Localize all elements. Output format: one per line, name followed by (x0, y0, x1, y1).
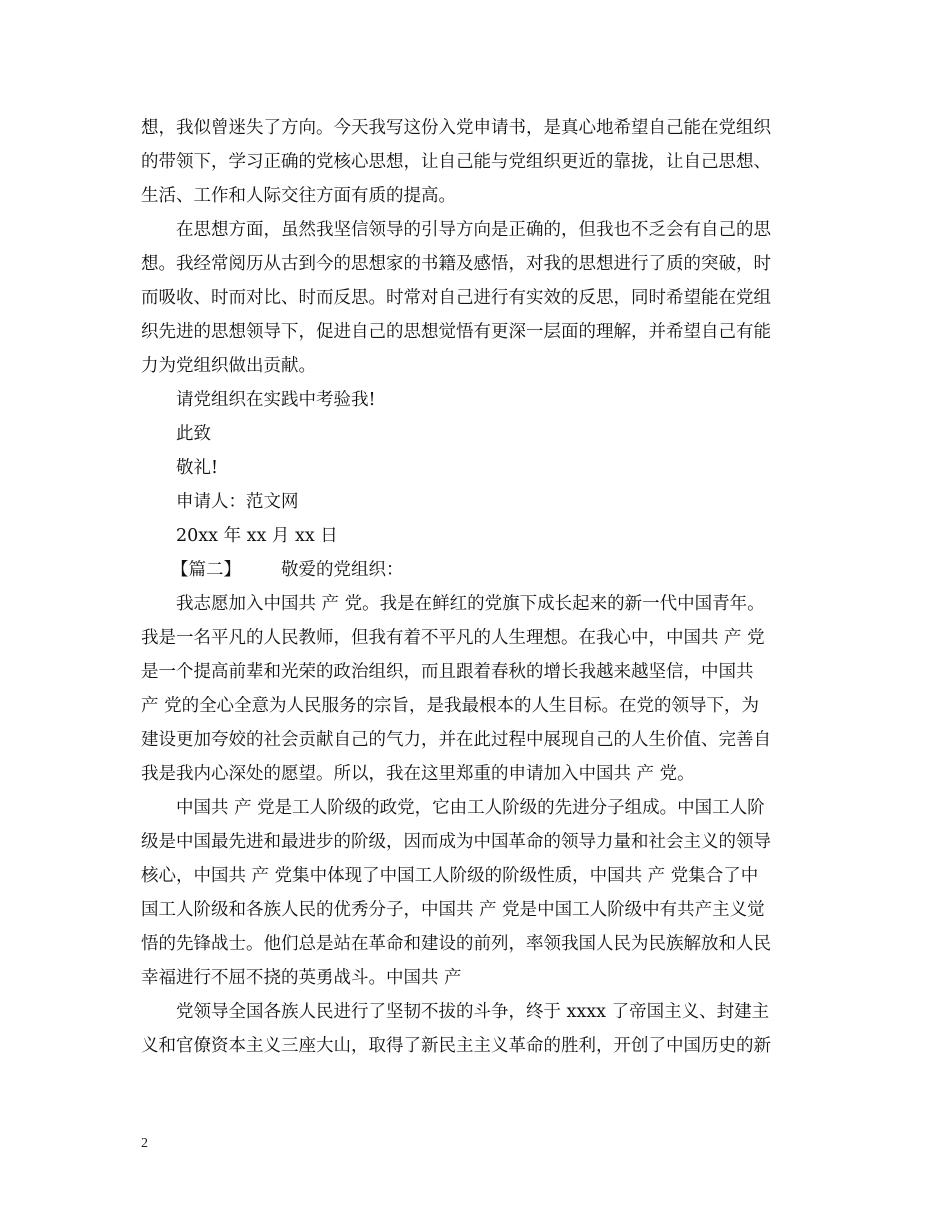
text-line: 我志愿加入中国共 产 党。我是在鲜红的党旗下成长起来的新一代中国青年。 (176, 594, 765, 614)
closing-ci-zhi: 此致 (176, 424, 211, 444)
paragraph-4 (141, 791, 813, 995)
section-label: 【篇二】 (171, 560, 241, 580)
text-line: 中国共 产 党是工人阶级的政党，它由工人阶级的先进分子组成。中国工人阶 (176, 798, 765, 818)
closing-request: 请党组织在实践中考验我! (176, 390, 376, 410)
text-line: 生活、工作和人际交往方面有质的提高。 (141, 186, 456, 206)
text-line: 是一个提高前辈和光荣的政治组织，而且跟着春秋的增长我越来越坚信，中国共 (141, 662, 754, 682)
text-line: 建设更加夸姣的社会贡献自己的气力，并在此过程中展现自己的人生价值、完善自 (141, 730, 771, 750)
text-line: 国工人阶级和各族人民的优秀分子，中国共 产 党是中国工人阶级中有共产主义觉 (141, 900, 765, 920)
text-line: 想。我经常阅历从古到今的思想家的书籍及感悟，对我的思想进行了质的突破，时 (141, 254, 771, 274)
text-line: 想，我似曾迷失了方向。今天我写这份入党申请书，是真心地希望自己能在党组织 (141, 118, 771, 138)
date-line: 20xx 年 xx 月 xx 日 (176, 526, 338, 546)
text-line: 悟的先锋战士。他们总是站在革命和建设的前列，率领我国人民为民族解放和人民 (141, 934, 771, 954)
text-line: 而吸收、时而对比、时而反思。时常对自己进行有实效的反思，同时希望能在党组 (141, 288, 771, 308)
text-line: 幸福进行不屈不挠的英勇战斗。中国共 产 (141, 968, 462, 988)
text-line: 力为党组织做出贡献。 (141, 356, 316, 376)
paragraph-2 (141, 213, 813, 383)
text-line: 党领导全国各族人民进行了坚韧不拔的斗争，终于 xxxx 了帝国主义、封建主 (176, 1002, 770, 1022)
text-line: 我是一名平凡的人民教师，但我有着不平凡的人生理想。在我心中，中国共 产 党 (141, 628, 765, 648)
applicant-line: 申请人：范文网 (176, 492, 299, 512)
page-number: 2 (141, 1136, 148, 1151)
paragraph-1 (141, 111, 813, 213)
text-line: 产 党的全心全意为人民服务的宗旨，是我最根本的人生目标。在党的领导下，为 (141, 696, 760, 716)
text-line: 的带领下，学习正确的党核心思想，让自己能与党组织更近的靠拢，让自己思想、 (141, 152, 771, 172)
paragraph-3 (141, 587, 813, 791)
text-line: 义和官僚资本主义三座大山，取得了新民主主义革命的胜利，开创了中国历史的新 (141, 1036, 771, 1056)
text-line: 核心，中国共 产 党集中体现了中国工人阶级的阶级性质，中国共 产 党集合了中 (141, 866, 759, 886)
paragraph-5 (141, 995, 813, 1063)
closing-jing-li: 敬礼! (176, 458, 219, 478)
section-heading (141, 553, 813, 587)
text-line: 织先进的思想领导下，促进自己的思想觉悟有更深一层面的理解，并希望自己有能 (141, 322, 771, 342)
document-body (141, 111, 813, 1063)
text-line: 我是我内心深处的愿望。所以，我在这里郑重的申请加入中国共 产 党。 (141, 764, 695, 784)
text-line: 级是中国最先进和最进步的阶级，因而成为中国革命的领导力量和社会主义的领导 (141, 832, 771, 852)
salutation: 敬爱的党组织： (281, 560, 404, 580)
text-line: 在思想方面，虽然我坚信领导的引导方向是正确的，但我也不乏会有自己的思 (176, 220, 771, 240)
